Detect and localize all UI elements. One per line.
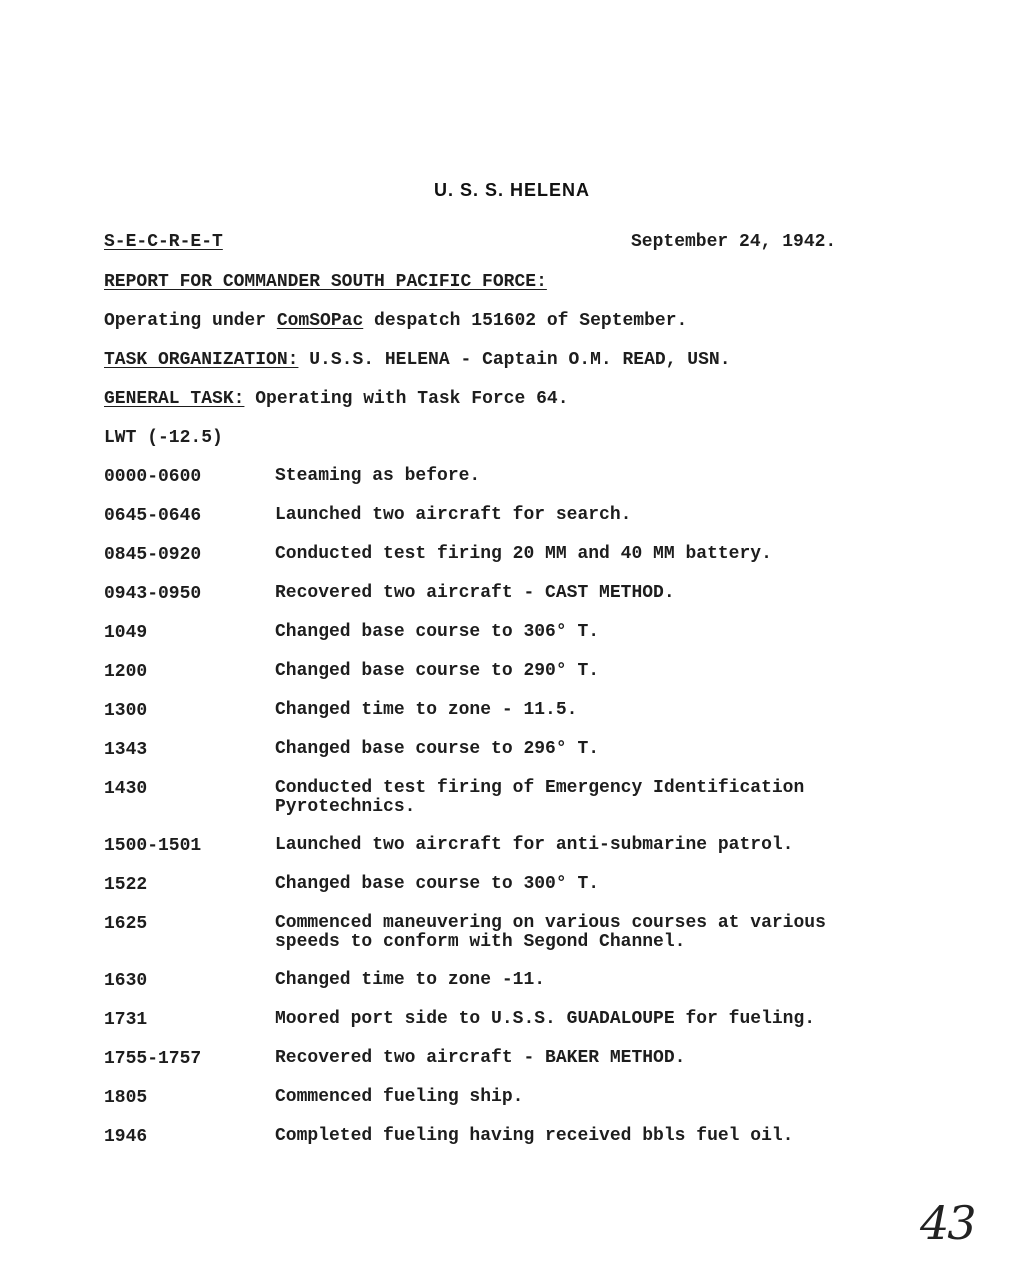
letterhead: U. S. S. HELENA bbox=[433, 180, 591, 200]
entry-text: Completed fueling having received bbls fuel oil. bbox=[275, 1126, 794, 1146]
entry-text: Recovered two aircraft - BAKER METHOD. bbox=[275, 1048, 686, 1068]
entry-text: Changed time to zone -11. bbox=[275, 970, 546, 990]
log-entry bbox=[104, 545, 924, 565]
operating-suffix: despatch 151602 of September. bbox=[363, 311, 688, 331]
entry-time: 1946 bbox=[104, 1127, 148, 1147]
log-entry bbox=[104, 875, 924, 895]
task-organization-line bbox=[104, 350, 731, 370]
log-entry bbox=[104, 662, 924, 682]
entry-time: 1522 bbox=[104, 875, 148, 895]
entry-text: Commenced fueling ship. bbox=[275, 1087, 524, 1107]
log-entry bbox=[104, 779, 924, 817]
log-entry bbox=[104, 740, 924, 760]
entry-time: 1805 bbox=[104, 1088, 148, 1108]
entry-text: Conducted test firing 20 MM and 40 MM battery. bbox=[275, 544, 772, 564]
classification-marking: S-E-C-R-E-T bbox=[104, 232, 223, 252]
entry-time: 1630 bbox=[104, 971, 148, 991]
log-entry bbox=[104, 1088, 924, 1108]
log-entry bbox=[104, 1049, 924, 1069]
log-entry bbox=[104, 584, 924, 604]
entry-time: 1625 bbox=[104, 914, 148, 934]
entry-time: 0645-0646 bbox=[104, 506, 202, 526]
log-entries bbox=[104, 467, 924, 1166]
report-title: REPORT FOR COMMANDER SOUTH PACIFIC FORCE: bbox=[104, 272, 547, 292]
entry-time: 0000-0600 bbox=[104, 467, 202, 487]
entry-text: Changed base course to 296° T. bbox=[275, 739, 600, 759]
log-entry bbox=[104, 971, 924, 991]
entry-time: 1755-1757 bbox=[104, 1049, 202, 1069]
entry-time: 0943-0950 bbox=[104, 584, 202, 604]
entry-text: Recovered two aircraft - CAST METHOD. bbox=[275, 583, 675, 603]
entry-text: Launched two aircraft for search. bbox=[275, 505, 632, 525]
entry-time: 1731 bbox=[104, 1010, 148, 1030]
entry-text: Conducted test firing of Emergency Identification Pyrotechnics. bbox=[275, 778, 805, 817]
log-entry bbox=[104, 1127, 924, 1147]
report-date: September 24, 1942. bbox=[631, 232, 837, 252]
log-entry bbox=[104, 623, 924, 643]
task-organization-label: TASK ORGANIZATION: bbox=[104, 350, 299, 370]
log-entry bbox=[104, 506, 924, 526]
entry-time: 1430 bbox=[104, 779, 148, 799]
entry-time: 1500-1501 bbox=[104, 836, 202, 856]
entry-text: Changed time to zone - 11.5. bbox=[275, 700, 578, 720]
general-task-label: GENERAL TASK: bbox=[104, 389, 245, 409]
operating-prefix: Operating under bbox=[104, 311, 277, 331]
operating-authority: ComSOPac bbox=[276, 311, 364, 331]
entry-text: Moored port side to U.S.S. GUADALOUPE for fueling. bbox=[275, 1009, 816, 1029]
general-task-value: Operating with Task Force 64. bbox=[244, 389, 569, 409]
entry-text: Steaming as before. bbox=[275, 466, 481, 486]
lwt-line: LWT (-12.5) bbox=[104, 428, 223, 448]
entry-time: 1200 bbox=[104, 662, 148, 682]
log-entry bbox=[104, 914, 924, 952]
entry-text: Commenced maneuvering on various courses at various speeds to conform with Segond Channel. bbox=[275, 913, 826, 952]
entry-time: 1300 bbox=[104, 701, 148, 721]
log-entry bbox=[104, 836, 924, 856]
log-entry bbox=[104, 467, 924, 487]
operating-line bbox=[104, 311, 687, 331]
entry-text: Changed base course to 300° T. bbox=[275, 874, 600, 894]
entry-text: Changed base course to 306° T. bbox=[275, 622, 600, 642]
entry-text: Changed base course to 290° T. bbox=[275, 661, 600, 681]
task-organization-value: U.S.S. HELENA - Captain O.M. READ, USN. bbox=[298, 350, 731, 370]
log-entry bbox=[104, 701, 924, 721]
handwritten-page-number: 43 bbox=[920, 1196, 975, 1250]
general-task-line bbox=[104, 389, 569, 409]
entry-time: 0845-0920 bbox=[104, 545, 202, 565]
log-entry bbox=[104, 1010, 924, 1030]
entry-time: 1049 bbox=[104, 623, 148, 643]
entry-text: Launched two aircraft for anti-submarine patrol. bbox=[275, 835, 794, 855]
entry-time: 1343 bbox=[104, 740, 148, 760]
